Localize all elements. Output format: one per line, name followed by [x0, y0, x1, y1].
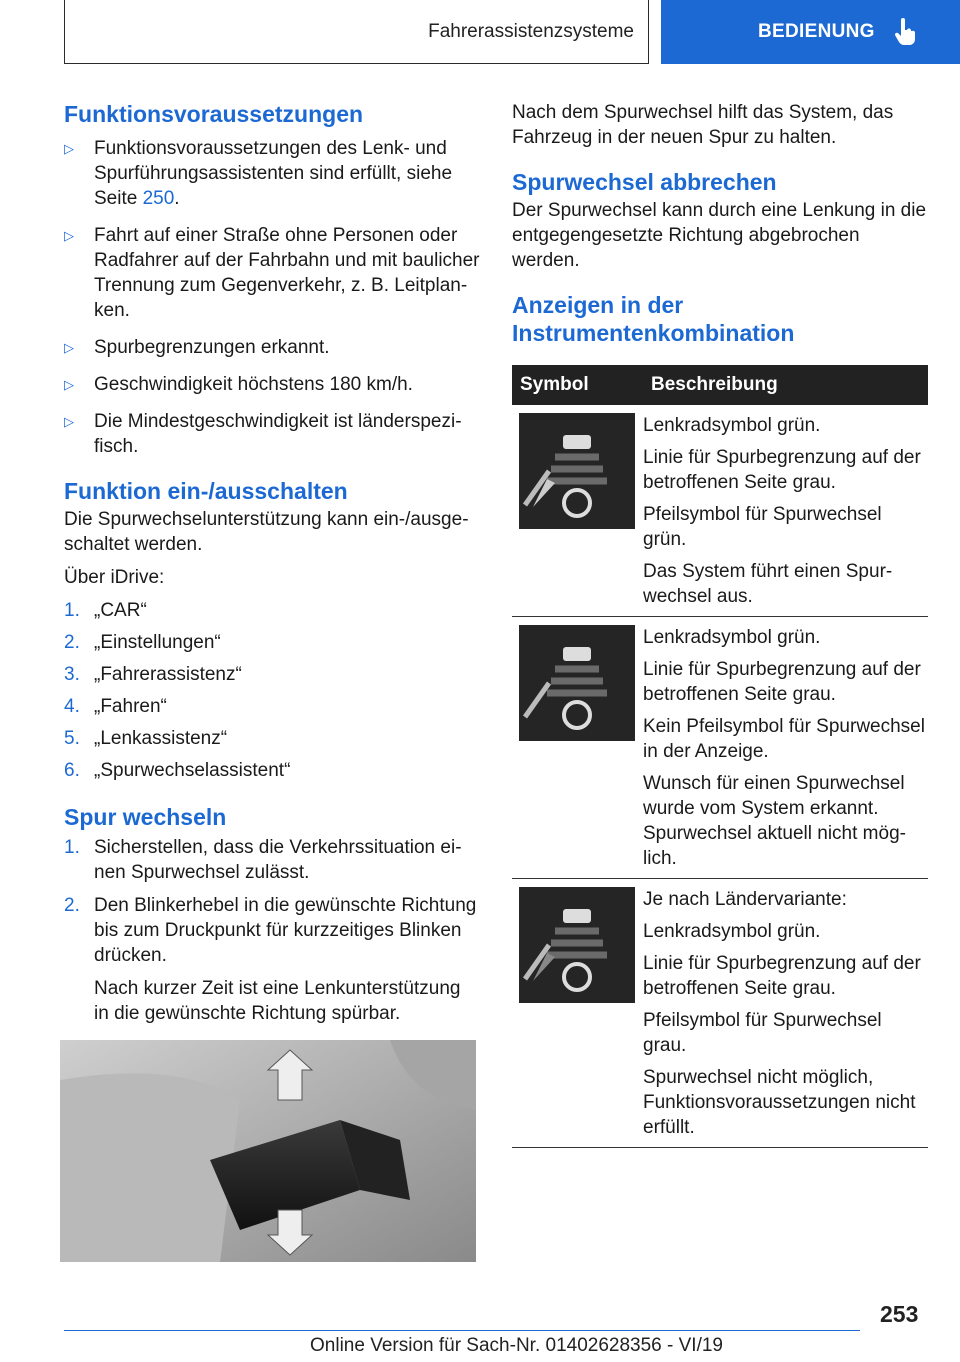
paragraph-idrive: Über iDrive: [64, 567, 165, 588]
right-column [512, 100, 928, 1148]
paragraph-nach-spurwechsel: Nach dem Spurwechsel hilft das System, das Fahrzeug in der neuen Spur zu halten. [512, 102, 894, 148]
triangle-bullet-icon: ▷ [64, 340, 74, 355]
bullet-item: ▷ Spurbegrenzungen erkannt. [64, 337, 330, 358]
bullet-item: ▷ Die Mindestgeschwindigkeit ist länderspezifisch. [64, 411, 462, 457]
paragraph-ein-aus: Die Spurwechselunterstützung kann ein-/ausgeschaltet werden. [64, 509, 469, 555]
triangle-bullet-icon: ▷ [64, 228, 74, 243]
heading-spur-wechseln: Spur wechseln [64, 804, 227, 830]
footer-divider [64, 1330, 860, 1331]
table-row: Je nach Ländervariante: Lenkradsymbol grün. Linie für Spurbegrenzung auf der betroffenen Seite grau. Pfeilsymbol für Spurwechsel grau. Spurwechsel nicht möglich, Funktionsvoraussetzungen nicht erfüllt. [512, 879, 928, 1148]
step-note: Nach kurzer Zeit ist eine Lenkunterstützung in die gewünschte Richtung spürbar. [94, 978, 461, 1024]
page-link[interactable]: 250 [142, 188, 175, 209]
table-header-beschreibung: Beschreibung [643, 365, 928, 405]
lane-change-unavailable-symbol [519, 887, 635, 1003]
page-number: 253 [880, 1301, 919, 1327]
step-item: 3. „Fahrerassistenz“ [64, 664, 242, 685]
pointing-hand-icon [895, 18, 917, 46]
table-row: Lenkradsymbol grün. Linie für Spurbegrenzung auf der betroffenen Seite grau. Pfeilsymbol für Spurwechsel grün. Das System führt einen Spurwechsel aus. [512, 405, 928, 617]
table-header-symbol: Symbol [512, 365, 643, 405]
step-item: 4. „Fahren“ [64, 696, 167, 717]
bullet-item: ▷ Fahrt auf einer Straße ohne Personen oder Radfahrer auf der Fahrbahn und mit baulicher Trennung zum Gegenverkehr, z. B. Leitplanken. [64, 225, 480, 321]
footer-text: Online Version für Sach-Nr. 01402628356 - VI/19 [310, 1335, 723, 1356]
triangle-bullet-icon: ▷ [64, 377, 74, 392]
bullet-item: ▷ Geschwindigkeit höchstens 180 km/h. [64, 374, 413, 395]
heading-spurwechsel-abbrechen: Spurwechsel abbrechen [512, 169, 777, 195]
turn-signal-lever-image [60, 1040, 476, 1262]
table-row: Lenkradsymbol grün. Linie für Spurbegrenzung auf der betroffenen Seite grau. Kein Pfeilsymbol für Spurwechsel in der Anzeige. Wunsch für einen Spurwechsel wurde vom System erkannt. Spurwechsel aktuell nicht möglich. [512, 617, 928, 879]
header-section-title: Fahrerassistenzsysteme [428, 20, 634, 42]
heading-funktion-ein-aus: Funktion ein-/ausschalten [64, 478, 348, 504]
step-item: 1. Sicherstellen, dass die Verkehrssituation einen Spurwechsel zulässt. [64, 837, 462, 883]
header-tab-bedienung[interactable] [661, 0, 960, 64]
heading-funktionsvoraussetzungen: Funktionsvoraussetzungen [64, 101, 364, 127]
triangle-bullet-icon: ▷ [64, 141, 74, 156]
left-column [64, 100, 480, 1262]
step-item: 5. „Lenkassistenz“ [64, 728, 228, 749]
paragraph-abbrechen: Der Spurwechsel kann durch eine Lenkung in die entgegengesetzte Richtung abgebrochen werden. [512, 200, 927, 271]
heading-anzeigen: Anzeigen in der Instrumentenkombination [512, 292, 795, 346]
header-section-box [64, 0, 649, 64]
step-item: 2. „Einstellungen“ [64, 632, 221, 653]
lane-change-active-symbol [519, 413, 635, 529]
bullet-item: ▷ Funktionsvoraussetzungen des Lenk- und Spurführungsassistenten sind erfüllt, siehe Seite 250. [64, 138, 453, 209]
header-tab-label: BEDIENUNG [758, 21, 875, 42]
step-item: 2. Den Blinkerhebel in die gewünschte Richtung bis zum Druckpunkt für kurzzeitiges Blinken drücken. [64, 895, 477, 966]
step-item: 6. „Spurwechselassistent“ [64, 760, 291, 781]
lane-change-recognized-symbol [519, 625, 635, 741]
symbol-table [512, 365, 928, 1148]
triangle-bullet-icon: ▷ [64, 414, 74, 429]
step-item: 1. „CAR“ [64, 600, 147, 621]
